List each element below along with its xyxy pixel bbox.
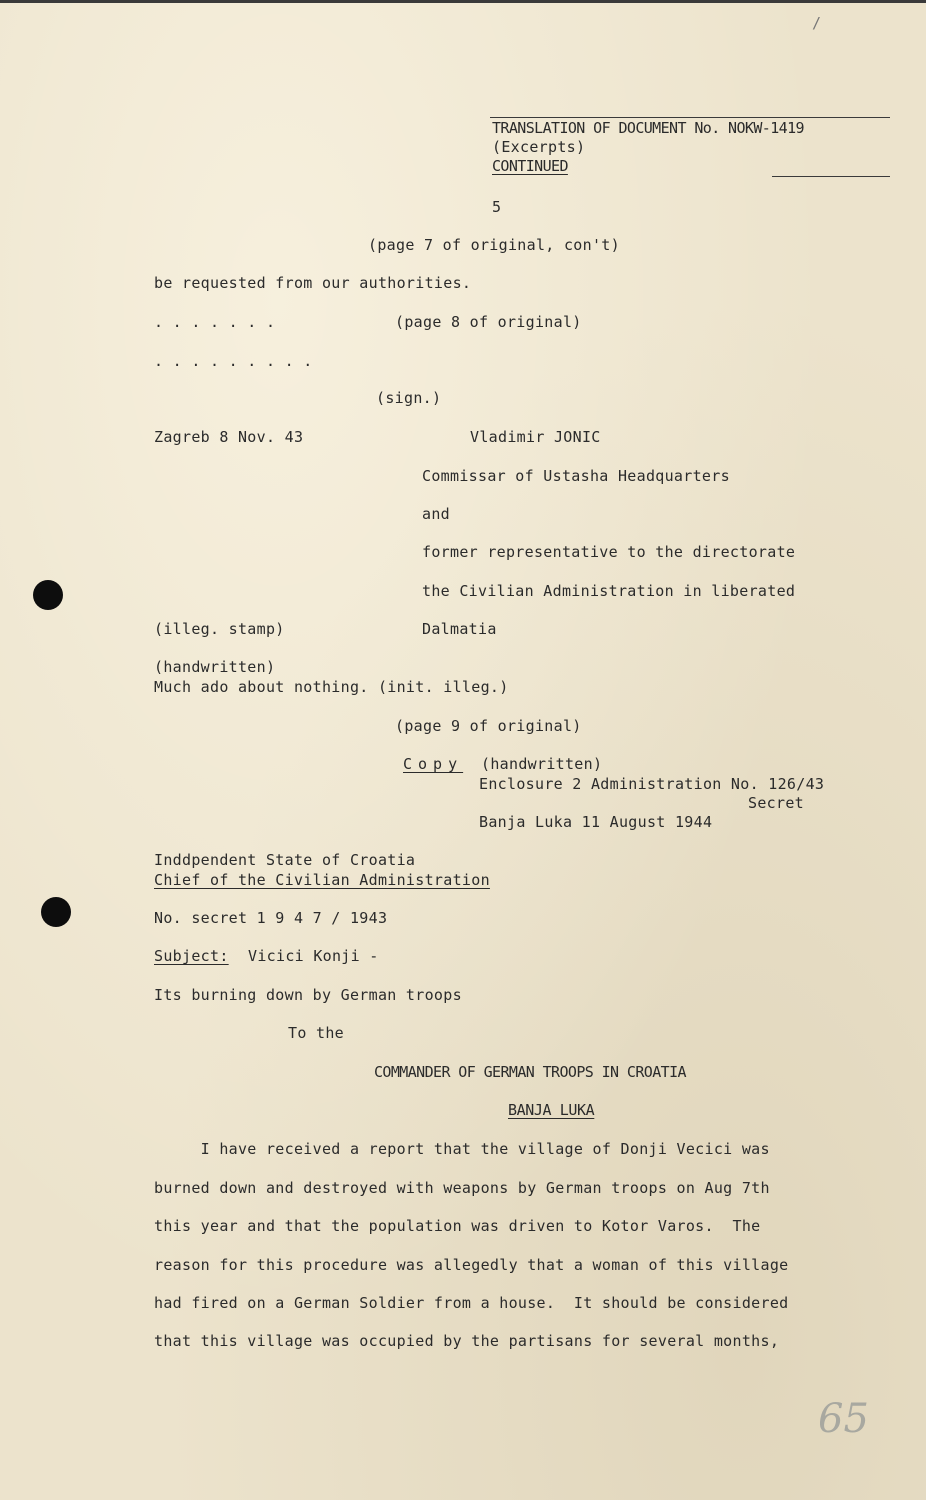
- corner-mark-top: /: [812, 14, 822, 32]
- header-top-rule: [490, 117, 890, 118]
- signature-marker: (sign.): [376, 389, 442, 407]
- body-line: that this village was occupied by the partisans for several months,: [154, 1332, 780, 1350]
- body-line: I have received a report that the village of Donji Vecici was: [154, 1140, 770, 1158]
- signer-title: Commissar of Ustasha Headquarters: [422, 467, 730, 485]
- signer-title: Dalmatia: [422, 620, 497, 638]
- document-title: TRANSLATION OF DOCUMENT No. NOKW-1419: [492, 119, 804, 137]
- addressee-location: BANJA LUKA: [508, 1101, 595, 1119]
- text-line: be requested from our authorities.: [154, 274, 472, 292]
- top-edge: [0, 0, 926, 3]
- handwritten-label: (handwritten): [154, 658, 276, 676]
- body-line: reason for this procedure was allegedly that a woman of this village: [154, 1256, 789, 1274]
- secret-label: Secret: [748, 794, 804, 812]
- signer-name: Vladimir JONIC: [470, 428, 601, 446]
- state-heading: Inddpendent State of Croatia: [154, 851, 416, 869]
- excerpts-label: (Excerpts): [492, 138, 586, 156]
- signer-title: former representative to the directorate: [422, 543, 796, 561]
- body-line: had fired on a German Soldier from a house. It should be considered: [154, 1294, 789, 1312]
- punch-hole: [41, 897, 71, 927]
- continued-label: CONTINUED: [492, 157, 568, 175]
- chief-heading: Chief of the Civilian Administration: [154, 871, 490, 889]
- punch-hole: [33, 580, 63, 610]
- reference-number: No. secret 1 9 4 7 / 1943: [154, 909, 388, 927]
- ellipsis-line: . . . . . . . . .: [154, 352, 313, 370]
- page-number: 5: [492, 198, 502, 216]
- header-bottom-rule: [772, 176, 890, 177]
- stamp-note: (illeg. stamp): [154, 620, 285, 638]
- body-line: this year and that the population was driven to Kotor Varos. The: [154, 1217, 761, 1235]
- signer-title: and: [422, 505, 450, 523]
- enclosure-line: Enclosure 2 Administration No. 126/43: [479, 775, 825, 793]
- handwritten-note: Much ado about nothing. (init. illeg.): [154, 678, 509, 696]
- signer-title: the Civilian Administration in liberated: [422, 582, 796, 600]
- place-date: Zagreb 8 Nov. 43: [154, 428, 304, 446]
- page-8-marker: (page 8 of original): [395, 313, 582, 331]
- banja-date: Banja Luka 11 August 1944: [479, 813, 713, 831]
- page-7-marker: (page 7 of original, con't): [368, 236, 620, 254]
- copy-label: Copy: [403, 755, 464, 773]
- body-line: burned down and destroyed with weapons by German troops on Aug 7th: [154, 1179, 770, 1197]
- ellipsis-line: . . . . . . .: [154, 313, 276, 331]
- addressee: COMMANDER OF GERMAN TROOPS IN CROATIA: [374, 1063, 686, 1081]
- addressee-to: To the: [288, 1024, 344, 1042]
- subject-label: Subject:: [154, 947, 229, 965]
- page-9-marker: (page 9 of original): [395, 717, 582, 735]
- handwritten-page-number: 65: [818, 1396, 869, 1442]
- subject-line: Its burning down by German troops: [154, 986, 462, 1004]
- copy-note: (handwritten): [481, 755, 603, 773]
- subject-text: Vicici Konji -: [248, 947, 379, 965]
